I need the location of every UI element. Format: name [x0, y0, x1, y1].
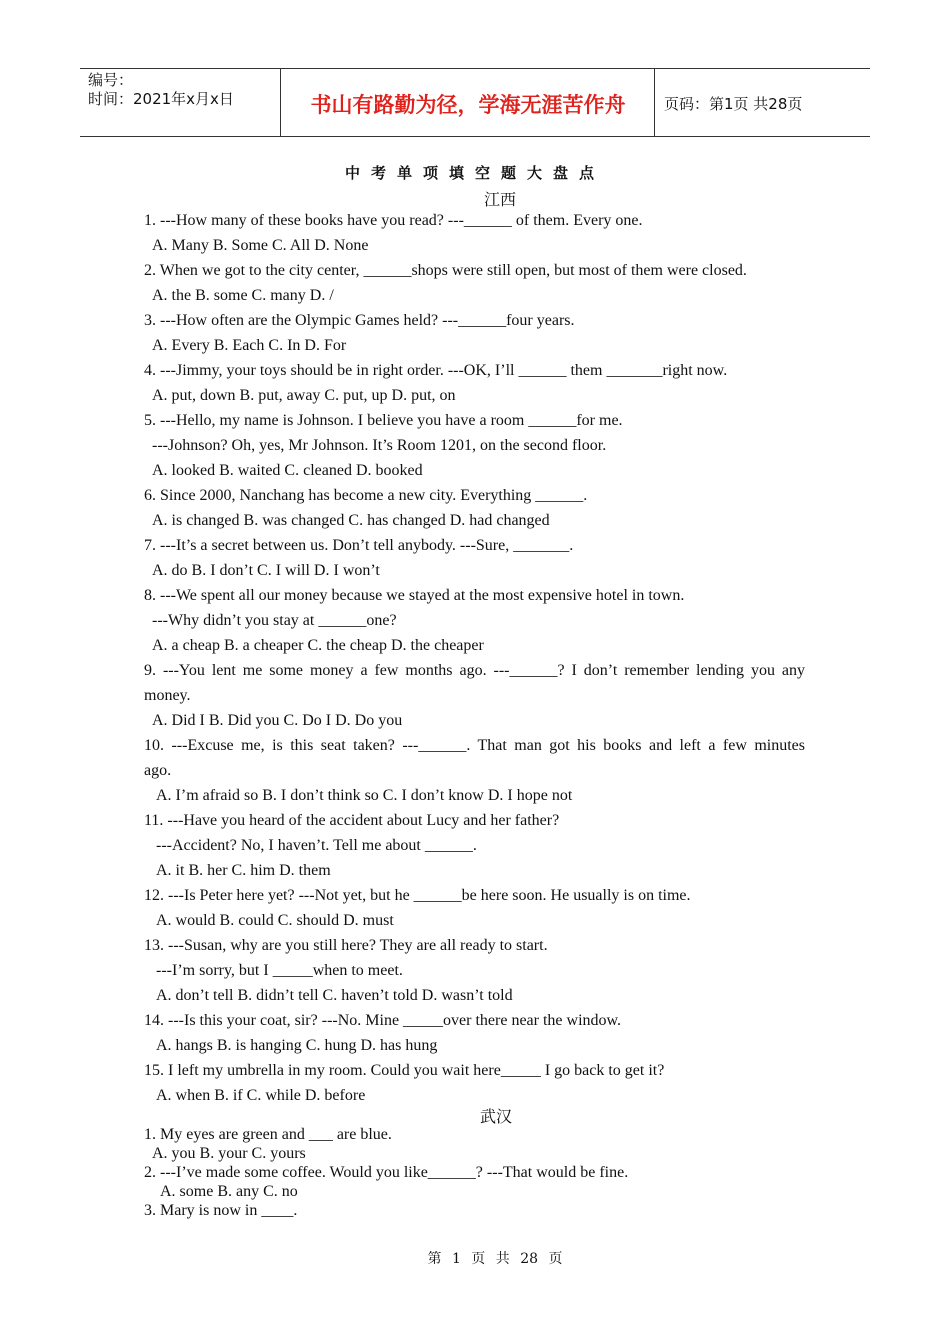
options-line: A. Did I B. Did you C. Do I D. Do you — [152, 712, 403, 729]
question-line: 9. ---You lent me some money a few months ago. ---______? I don’t remember lending you any — [144, 662, 805, 679]
question-line: 1. My eyes are green and ___ are blue. — [144, 1126, 392, 1143]
header-motto: 书山有路勤为径，学海无涯苦作舟 — [310, 93, 626, 117]
question-line: ---Why didn’t you stay at ______one? — [152, 612, 397, 629]
time-label: 时间：2021年x月x日 — [88, 90, 234, 108]
header-page-info: 页码：第1页 共28页 — [664, 95, 803, 113]
question-line: 2. When we got to the city center, ______shops were still open, but most of them were closed. — [144, 262, 747, 279]
question-line: 5. ---Hello, my name is Johnson. I believe you have a room ______for me. — [144, 412, 623, 429]
question-line: 3. ---How often are the Olympic Games held? ---______four years. — [144, 312, 575, 329]
options-line: A. do B. I don’t C. I will D. I won’t — [152, 562, 380, 579]
question-line: 13. ---Susan, why are you still here? They are all ready to start. — [144, 937, 548, 954]
options-line: A. would B. could C. should D. must — [156, 912, 394, 929]
question-line: ---Accident? No, I haven’t. Tell me about ______. — [156, 837, 477, 854]
options-line: A. don’t tell B. didn’t tell C. haven’t told D. wasn’t told — [156, 987, 513, 1004]
question-line: 11. ---Have you heard of the accident about Lucy and her father? — [144, 812, 560, 829]
question-line: ago. — [144, 762, 172, 779]
options-line: A. is changed B. was changed C. has changed D. had changed — [152, 512, 550, 529]
question-line: 2. ---I’ve made some coffee. Would you like______? ---That would be fine. — [144, 1164, 629, 1181]
options-line: A. I’m afraid so B. I don’t think so C. I don’t know D. I hope not — [156, 787, 573, 804]
options-line: A. some B. any C. no — [160, 1183, 298, 1200]
options-line: A. put, down B. put, away C. put, up D. put, on — [152, 387, 456, 404]
question-line: 15. I left my umbrella in my room. Could you wait here_____ I go back to get it? — [144, 1062, 665, 1079]
question-line: 7. ---It’s a secret between us. Don’t tell anybody. ---Sure, _______. — [144, 537, 574, 554]
options-line: A. you B. your C. yours — [152, 1145, 306, 1162]
page-title: 中考单项填空题大盘点 — [344, 164, 605, 182]
options-line: A. hangs B. is hanging C. hung D. has hung — [156, 1037, 438, 1054]
number-label: 编号： — [88, 71, 134, 89]
options-line: A. Many B. Some C. All D. None — [152, 237, 369, 254]
question-line: 12. ---Is Peter here yet? ---Not yet, but he ______be here soon. He usually is on time. — [144, 887, 691, 904]
question-line: 1. ---How many of these books have you read? ---______ of them. Every one. — [144, 212, 643, 229]
options-line: A. looked B. waited C. cleaned D. booked — [152, 462, 423, 479]
question-line: money. — [144, 687, 191, 704]
header-divider — [654, 69, 655, 136]
document-header — [80, 68, 870, 137]
question-line: 10. ---Excuse me, is this seat taken? ---______. That man got his books and left a few minutes — [144, 737, 805, 754]
options-line: A. Every B. Each C. In D. For — [152, 337, 347, 354]
region-heading: 江西 — [483, 190, 516, 209]
question-line: ---I’m sorry, but I _____when to meet. — [156, 962, 403, 979]
question-line: ---Johnson? Oh, yes, Mr Johnson. It’s Room 1201, on the second floor. — [152, 437, 607, 454]
options-line: A. when B. if C. while D. before — [156, 1087, 366, 1104]
question-line: 14. ---Is this your coat, sir? ---No. Mine _____over there near the window. — [144, 1012, 622, 1029]
region-heading: 武汉 — [479, 1107, 512, 1126]
header-divider — [280, 69, 281, 136]
header-meta — [88, 71, 234, 109]
question-line: 4. ---Jimmy, your toys should be in right order. ---OK, I’ll ______ them _______right now. — [144, 362, 728, 379]
options-line: A. it B. her C. him D. them — [156, 862, 331, 879]
question-line: 8. ---We spent all our money because we stayed at the most expensive hotel in town. — [144, 587, 685, 604]
question-line: 6. Since 2000, Nanchang has become a new city. Everything ______. — [144, 487, 588, 504]
question-line: 3. Mary is now in ____. — [144, 1202, 298, 1219]
options-line: A. a cheap B. a cheaper C. the cheap D. the cheaper — [152, 637, 484, 654]
page-footer: 第 1 页 共 28 页 — [427, 1251, 563, 1267]
options-line: A. the B. some C. many D. / — [152, 287, 334, 304]
